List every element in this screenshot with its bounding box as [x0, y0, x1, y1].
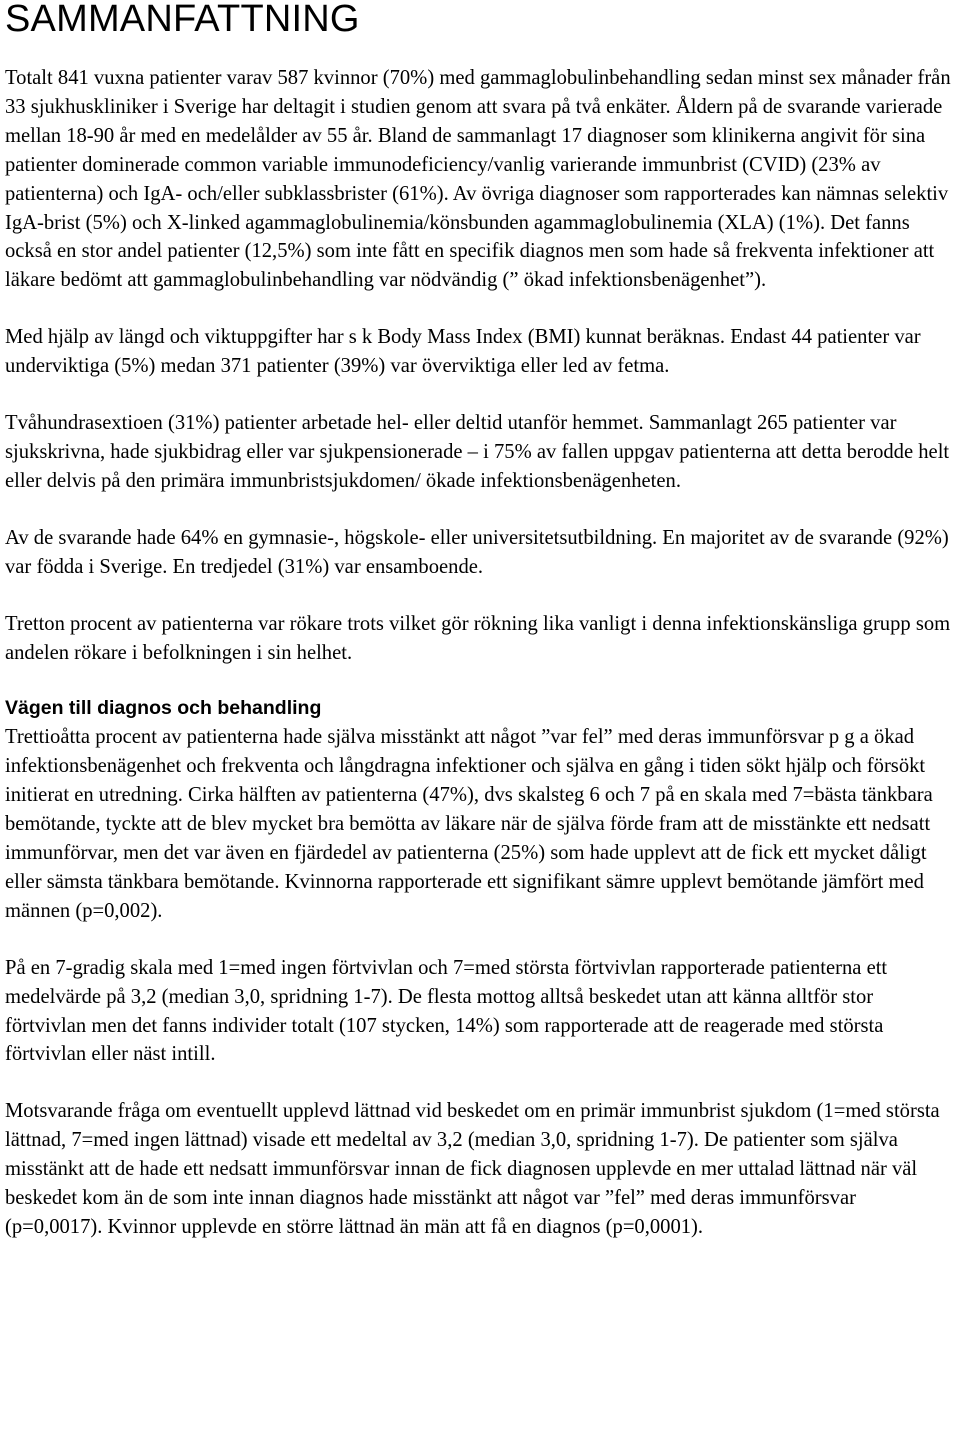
document-page: [5, 0, 957, 1242]
section-heading: Vägen till diagnos och behandling: [5, 697, 322, 720]
paragraph-smoking: Tretton procent av patienterna var rökare trots vilket gör rökning lika vanligt i denna infektionskänsliga grupp som andelen rökare i befolkningen i sin helhet.: [5, 612, 951, 664]
paragraph-study-overview: Totalt 841 vuxna patienter varav 587 kvinnor (70%) med gammaglobulinbehandling sedan minst sex månader från 33 sjukhuskliniker i Sverige har deltagit i studien genom att svara på två enkäter. Åldern på de svarande varierade mellan 18-90 år med en medelålder av 55 år. Bland de sammanlagt 17 diagnoser som klinikerna angivit för sina patienter dominerade common variable immunodeficiency/vanlig varierande immunbrist (CVID) (23% av patienterna) och IgA- och/eller subklassbrister (61%). Av övriga diagnoser som rapporterades kan nämnas selektiv IgA-brist (5%) och X-linked agammaglobulinemia/könsbunden agammaglobulinemia (XLA) (1%). Det fanns också en stor andel patienter (12,5%) som inte fått en specifik diagnos men som hade så frekventa infektioner att läkare bedömt att gammaglobulinbehandling var nödvändig (” ökad infektionsbenägenhet”).: [5, 67, 951, 292]
paragraph-diagnosis-suspicion: Trettioåtta procent av patienterna hade själva misstänkt att något ”var fel” med deras immunförsvar p g a ökad infektionsbenägenhet och frekventa och långdragna infektioner och själva en gång i tiden sökt hjälp och försökt initierat en utredning. Cirka hälften av patienterna (47%), dvs skalsteg 6 och 7 på en skala med 7=bästa tänkbara bemötande, tyckte att de blev mycket bra bemötta av läkare när de själva förde fram att de misstänkte ett nedsatt immunförvar, men det var även en fjärdedel av patienterna (25%) som hade upplevt att de fick ett mycket dåligt eller sämsta tänkbara bemötande. Kvinnorna rapporterade ett signifikant sämre upplevt bemötande jämfört med männen (p=0,002).: [5, 726, 933, 922]
paragraph-despair-scale: På en 7-gradig skala med 1=med ingen förtvivlan och 7=med största förtvivlan rapporterade patienterna ett medelvärde på 3,2 (median 3,0, spridning 1-7). De flesta mottog alltså beskedet utan att känna alltför stor förtvivlan men det fanns individer totalt (107 stycken, 14%) som rapporterade att de reagerade med största förtvivlan eller näst intill.: [5, 956, 888, 1066]
paragraph-employment: Tvåhundrasextioen (31%) patienter arbetade hel- eller deltid utanför hemmet. Sammanlagt 265 patienter var sjukskrivna, hade sjukbidrag eller var sjukpensionerade – i 75% av fallen uppgav patienterna att detta berodde helt eller delvis på den primära immunbristsjukdomen/ ökade infektionsbenägenheten.: [5, 412, 950, 492]
paragraph-relief-scale: Motsvarande fråga om eventuellt upplevd lättnad vid beskedet om en primär immunbrist sjukdom (1=med största lättnad, 7=med ingen lättnad) visade ett medeltal av 3,2 (median 3,0, spridning 1-7). De patienter som själva misstänkt att de hade ett nedsatt immunförsvar innan de fick diagnosen upplevde en mer uttalad lättnad när väl beskedet kom än de som inte innan diagnos hade misstänkt att något var ”fel” med deras immunförsvar (p=0,0017). Kvinnor upplevde en större lättnad än män att få en diagnos (p=0,0001).: [5, 1100, 940, 1238]
page-title: SAMMANFATTNING: [5, 0, 360, 40]
paragraph-education: Av de svarande hade 64% en gymnasie-, högskole- eller universitetsutbildning. En majoritet av de svarande (92%) var födda i Sverige. En tredjedel (31%) var ensamboende.: [5, 526, 949, 578]
paragraph-bmi: Med hjälp av längd och viktuppgifter har s k Body Mass Index (BMI) kunnat beräknas. Endast 44 patienter var underviktiga (5%) medan 371 patienter (39%) var överviktiga eller led av fetma.: [5, 326, 921, 378]
